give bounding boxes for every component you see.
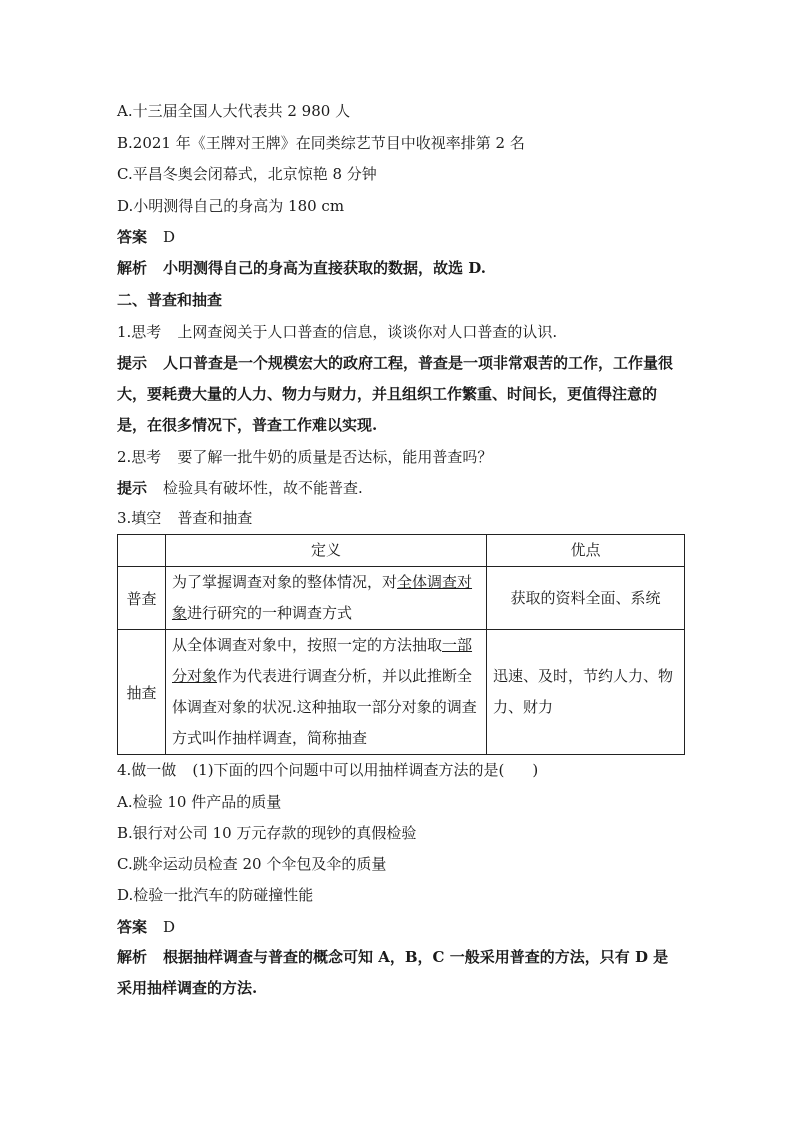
fill-line [117, 508, 252, 528]
table-row [118, 630, 685, 755]
fill-text: 普查和抽查 [177, 509, 253, 527]
q4-label: 4.做一做 [117, 761, 177, 779]
think1-hint [117, 348, 681, 441]
hint1-text: 人口普查是一个规模宏大的政府工程，普查是一项非常艰苦的工作，工作量很大，要耗费大量的人力、物力与财力，并且组织工作繁重、时间长，更值得注意的是，在很多情况下，普查工作难以实现. [117, 354, 674, 434]
q4-answer-line [117, 917, 175, 937]
think2-line [117, 447, 492, 467]
answer-value: D [163, 228, 176, 246]
analysis-line [117, 258, 486, 278]
table-row [118, 567, 685, 630]
answer-line [117, 227, 175, 247]
row-definition [166, 567, 487, 630]
option-b: B.2021 年《王牌对王牌》在同类综艺节目中收视率排第 2 名 [117, 134, 525, 152]
section-heading: 二、普查和抽查 [117, 291, 223, 309]
definition-text: 从全体调查对象中，按照一定的方法抽取 [172, 636, 443, 654]
q4-analysis-text: 根据抽样调查与普查的概念可知 A，B，C 一般采用普查的方法，只有 D 是采用抽样调查的方法. [117, 948, 669, 997]
q4-text: (1)下面的四个问题中可以用抽样调查方法的是( [192, 761, 505, 779]
think2-label: 2.思考 [117, 448, 162, 466]
q4-option-a: A.检验 10 件产品的质量 [117, 793, 282, 811]
think2-hint [117, 478, 363, 498]
definition-key-term: 一部分对象 [172, 636, 473, 685]
analysis-label: 解析 [117, 259, 148, 277]
q4-option-c: C.跳伞运动员检查 20 个伞包及伞的质量 [117, 855, 387, 873]
row-merit: 迅速、及时，节约人力、物力、财力 [487, 630, 685, 755]
row-definition [166, 630, 487, 755]
header-cell-merit: 优点 [487, 535, 685, 567]
think1-label: 1.思考 [117, 323, 162, 341]
table-header-row [118, 535, 685, 567]
header-cell-empty [118, 535, 166, 567]
think2-text: 要了解一批牛奶的质量是否达标，能用普查吗？ [177, 448, 493, 466]
header-cell-definition: 定义 [166, 535, 487, 567]
q4-answer-label: 答案 [117, 918, 148, 936]
comparison-table [117, 534, 685, 755]
option-c: C.平昌冬奥会闭幕式，北京惊艳 8 分钟 [117, 165, 377, 183]
q4-analysis-label: 解析 [117, 948, 148, 966]
q4-option-b: B.银行对公司 10 万元存款的现钞的真假检验 [117, 824, 417, 842]
definition-key-term: 全体调查对象 [172, 573, 473, 622]
fill-label: 3.填空 [117, 509, 162, 527]
row-name: 抽查 [118, 630, 166, 755]
definition-text: 进行研究的一种调查方式 [187, 604, 353, 622]
option-a: A.十三届全国人大代表共 2 980 人 [117, 102, 351, 120]
think1-line [117, 322, 557, 342]
hint2-label: 提示 [117, 479, 148, 497]
row-name: 普查 [118, 567, 166, 630]
q4-option-d: D.检验一批汽车的防碰撞性能 [117, 886, 314, 904]
analysis-text: 小明测得自己的身高为直接获取的数据，故选 D. [163, 259, 486, 277]
q4-analysis [117, 942, 681, 1004]
q4-close: ) [532, 761, 539, 779]
option-d: D.小明测得自己的身高为 180 cm [117, 197, 345, 215]
row-merit: 获取的资料全面、系统 [487, 567, 685, 630]
q4-line [117, 760, 538, 780]
hint1-label: 提示 [117, 354, 148, 372]
think1-text: 上网查阅关于人口普查的信息，谈谈你对人口普查的认识. [177, 323, 558, 341]
definition-text: 作为代表进行调查分析，并以此推断全体调查对象的状况.这种抽取一部分对象的调查方式叫作抽样调查，简称抽查 [172, 667, 477, 747]
q4-answer-value: D [163, 918, 176, 936]
answer-label: 答案 [117, 228, 148, 246]
hint2-text: 检验具有破坏性，故不能普查. [163, 479, 363, 497]
definition-text: 为了掌握调查对象的整体情况，对 [172, 573, 398, 591]
